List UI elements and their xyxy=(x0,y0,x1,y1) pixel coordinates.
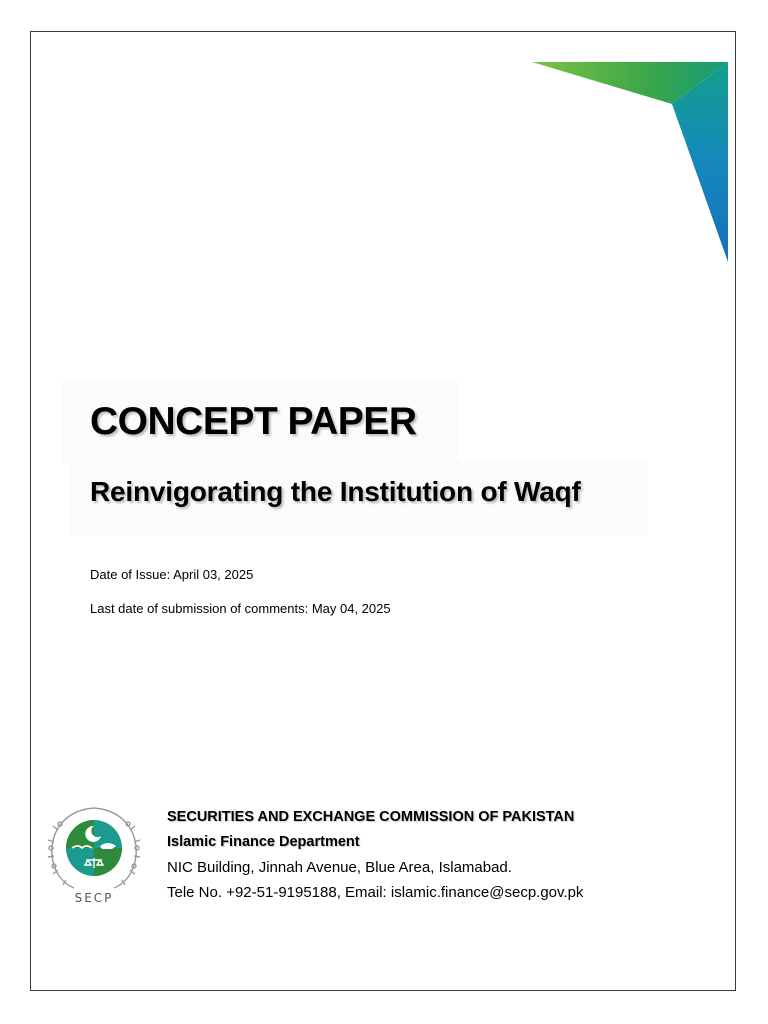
corner-graphic xyxy=(532,62,732,264)
issue-date: Date of Issue: April 03, 2025 xyxy=(90,567,254,582)
document-subtitle: Reinvigorating the Institution of Waqf xyxy=(90,476,581,507)
organization-name: SECURITIES AND EXCHANGE COMMISSION OF PAKISTAN xyxy=(167,809,575,825)
department-name: Islamic Finance Department xyxy=(167,834,360,850)
comment-deadline: Last date of submission of comments: May 04, 2025 xyxy=(90,601,391,616)
organization-block xyxy=(167,805,583,905)
secp-logo-icon xyxy=(44,800,144,908)
document-title: CONCEPT PAPER xyxy=(90,400,417,443)
logo-text: SECP xyxy=(74,891,114,905)
address: NIC Building, Jinnah Avenue, Blue Area, Islamabad. xyxy=(167,859,512,876)
contact-info: Tele No. +92-51-9195188, Email: islamic.finance@secp.gov.pk xyxy=(167,884,584,901)
